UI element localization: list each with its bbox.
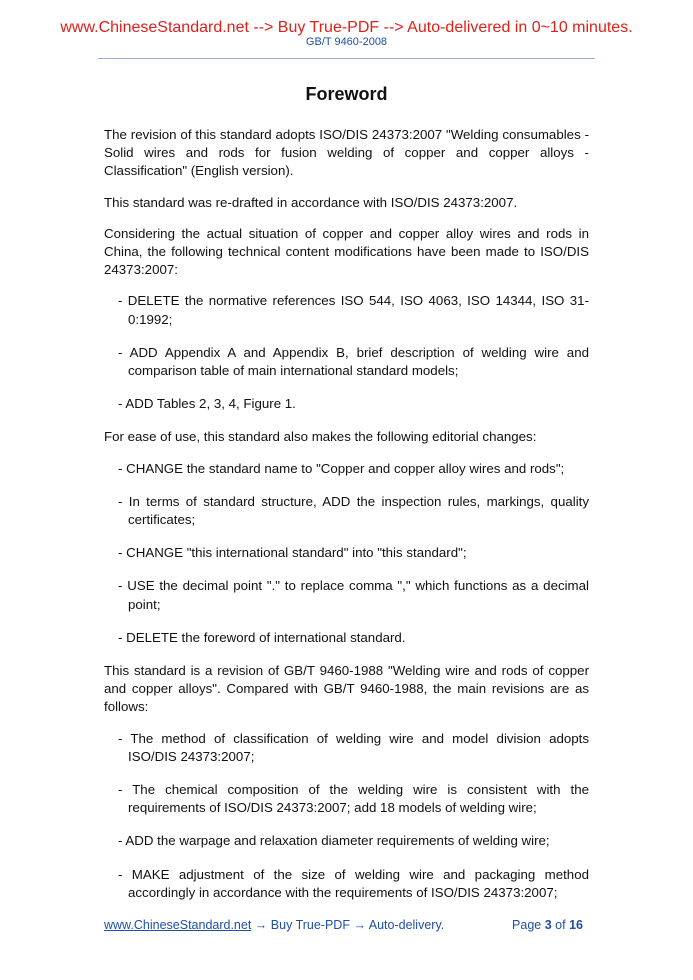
list-item: - MAKE adjustment of the size of welding wire and packaging method accordingly in accordance with the requirements of ISO/DIS 24373:2007; xyxy=(118,866,589,900)
page-title: Foreword xyxy=(305,84,388,104)
paragraph: This standard was re-drafted in accordance with ISO/DIS 24373:2007. xyxy=(104,194,518,210)
arrow-right-icon: → xyxy=(353,918,366,932)
list-item: - DELETE the foreword of international standard. xyxy=(118,629,406,645)
list-item: - The chemical composition of the welding wire is consistent with the requirements of ISO/DIS 24373:2007; add 18 models of welding wire; xyxy=(118,782,589,816)
paragraph: For ease of use, this standard also makes the following editorial changes: xyxy=(104,429,537,445)
page-of: of xyxy=(555,918,566,932)
page-indicator xyxy=(512,917,583,933)
list-item: - ADD the warpage and relaxation diameter requirements of welding wire; xyxy=(118,833,550,849)
page-label: Page xyxy=(512,918,542,932)
footer-auto-text: Auto-delivery. xyxy=(368,918,445,932)
paragraph: The revision of this standard adopts ISO/DIS 24373:2007 "Welding consumables - Solid wires and rods for fusion welding of copper and copper alloys - Classification" (English version). xyxy=(104,127,589,179)
header-divider xyxy=(98,58,595,59)
list-item: - ADD Appendix A and Appendix B, brief description of welding wire and comparison table of main international standard models; xyxy=(118,344,589,379)
list-item: - USE the decimal point "." to replace comma "," which functions as a decimal point; xyxy=(118,578,589,612)
page-footer xyxy=(104,917,589,933)
list-item: - CHANGE the standard name to "Copper and copper alloy wires and rods"; xyxy=(118,460,565,476)
arrow-right-icon: → xyxy=(254,918,268,932)
paragraph: Considering the actual situation of copper and copper alloy wires and rods in China, the following technical content modifications have been made to ISO/DIS 24373:2007: xyxy=(104,225,589,278)
promo-banner[interactable]: www.ChineseStandard.net --> Buy True-PDF --> Auto-delivered in 0~10 minutes. xyxy=(60,19,633,36)
list-item: - DELETE the normative references ISO 544, ISO 4063, ISO 14344, ISO 31-0:1992; xyxy=(118,293,589,327)
page-current: 3 xyxy=(544,918,552,932)
list-item: - CHANGE "this international standard" into "this standard"; xyxy=(118,545,467,561)
list-item: - The method of classification of welding wire and model division adopts ISO/DIS 24373:2007; xyxy=(118,730,589,764)
list-item: - ADD Tables 2, 3, 4, Figure 1. xyxy=(118,396,296,412)
footer-buy-text: Buy True-PDF xyxy=(270,918,350,932)
page-total: 16 xyxy=(569,918,583,932)
list-item: - In terms of standard structure, ADD the inspection rules, markings, quality certificates; xyxy=(118,493,589,528)
footer-site-link[interactable]: www.ChineseStandard.net xyxy=(104,918,252,932)
document-body xyxy=(104,126,589,917)
paragraph: This standard is a revision of GB/T 9460-1988 "Welding wire and rods of copper and copper alloys". Compared with GB/T 9460-1988, the main revisions are as follows: xyxy=(104,663,589,715)
standard-number: GB/T 9460-2008 xyxy=(305,36,388,48)
